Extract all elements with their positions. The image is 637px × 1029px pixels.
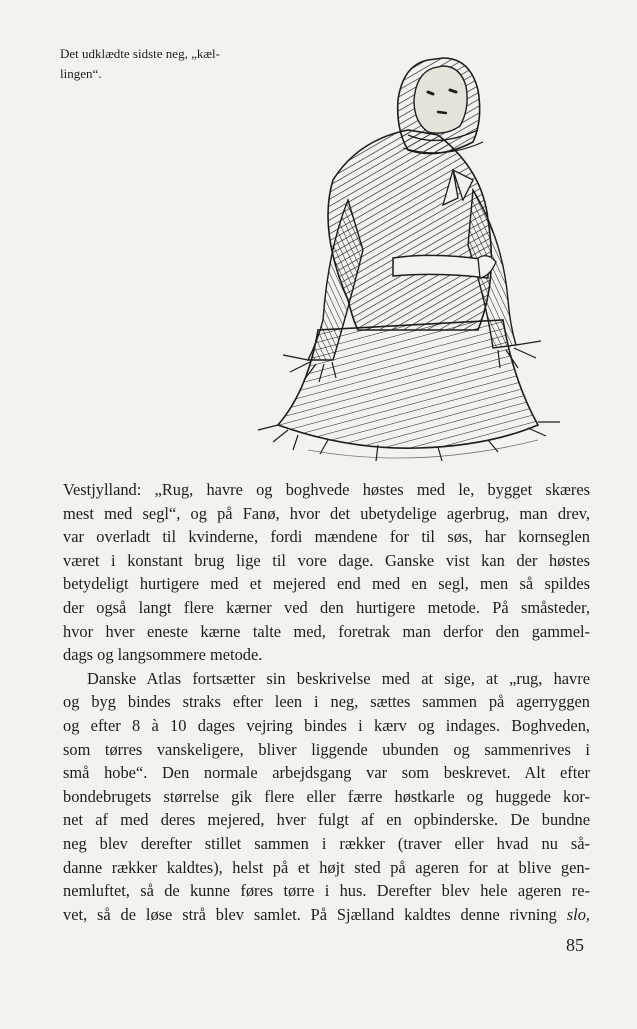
text-line: dags og langsommere metode. — [63, 645, 263, 665]
sheaf-figure-illustration — [238, 30, 578, 480]
text-line: nemluftet, så de kunne føres tørre i hus. Derefter blev hele ageren re- — [63, 881, 590, 901]
text-line: mest med segl“, og på Fanø, hvor det ubetydelige agerbrug, man drev, — [63, 503, 590, 523]
caption-line-2: lingen“. — [60, 66, 102, 81]
text-line: betydeligt hurtigere med et mejered end med en segl, men så spildes — [63, 574, 590, 594]
text-line: været i konstant brug lige til vore dage. Ganske vist kan der høstes — [63, 550, 590, 570]
text-line: som tørres vanskeligere, bliver liggende ubunden og sammenrives i — [63, 739, 590, 759]
text-line: danne rækker kaldtes), helst på et højt sted på ageren for at blive gen- — [63, 857, 590, 877]
body-text — [63, 478, 590, 926]
text-line: Danske Atlas fortsætter sin beskrivelse med at sige, at „rug, havre — [87, 668, 590, 688]
text-line: var overladt til kvinderne, fordi mændene for til søs, har kornseglen — [63, 527, 590, 547]
text-line: hvor hver eneste kærne talte med, foretrak man derfor den gammel- — [63, 621, 590, 641]
text-line: Vestjylland: „Rug, havre og boghvede høstes med le, bygget skæres — [63, 480, 590, 499]
italic-term: slo, — [566, 904, 590, 924]
page-number: 85 — [566, 935, 584, 955]
text-line: neg blev derefter stillet sammen i rækker (traver eller hvad nu så- — [63, 833, 590, 853]
text-line-final-main: vet, så de løse strå blev samlet. På Sjælland kaldtes denne rivning — [63, 904, 557, 924]
text-line: små hobe“. Den normale arbejdsgang var som beskrevet. Alt efter — [63, 763, 590, 783]
text-line-final — [63, 903, 590, 927]
caption-line-1: Det udklædte sidste neg, „kæl- — [60, 46, 220, 61]
text-line: net af med deres mejered, hver fulgt af en opbinderske. De bundne — [63, 810, 590, 830]
text-line: der også langt flere kærner ved den hurtigere metode. På småsteder, — [63, 597, 590, 617]
text-line: og efter 8 à 10 dages vejring bindes i kærv og indages. Boghveden, — [63, 715, 590, 735]
text-line: og byg bindes straks efter leen i neg, sættes sammen på agerryggen — [63, 692, 590, 712]
text-line: bondebrugets størrelse gik flere eller færre høstkarle og huggede kor- — [63, 786, 590, 806]
